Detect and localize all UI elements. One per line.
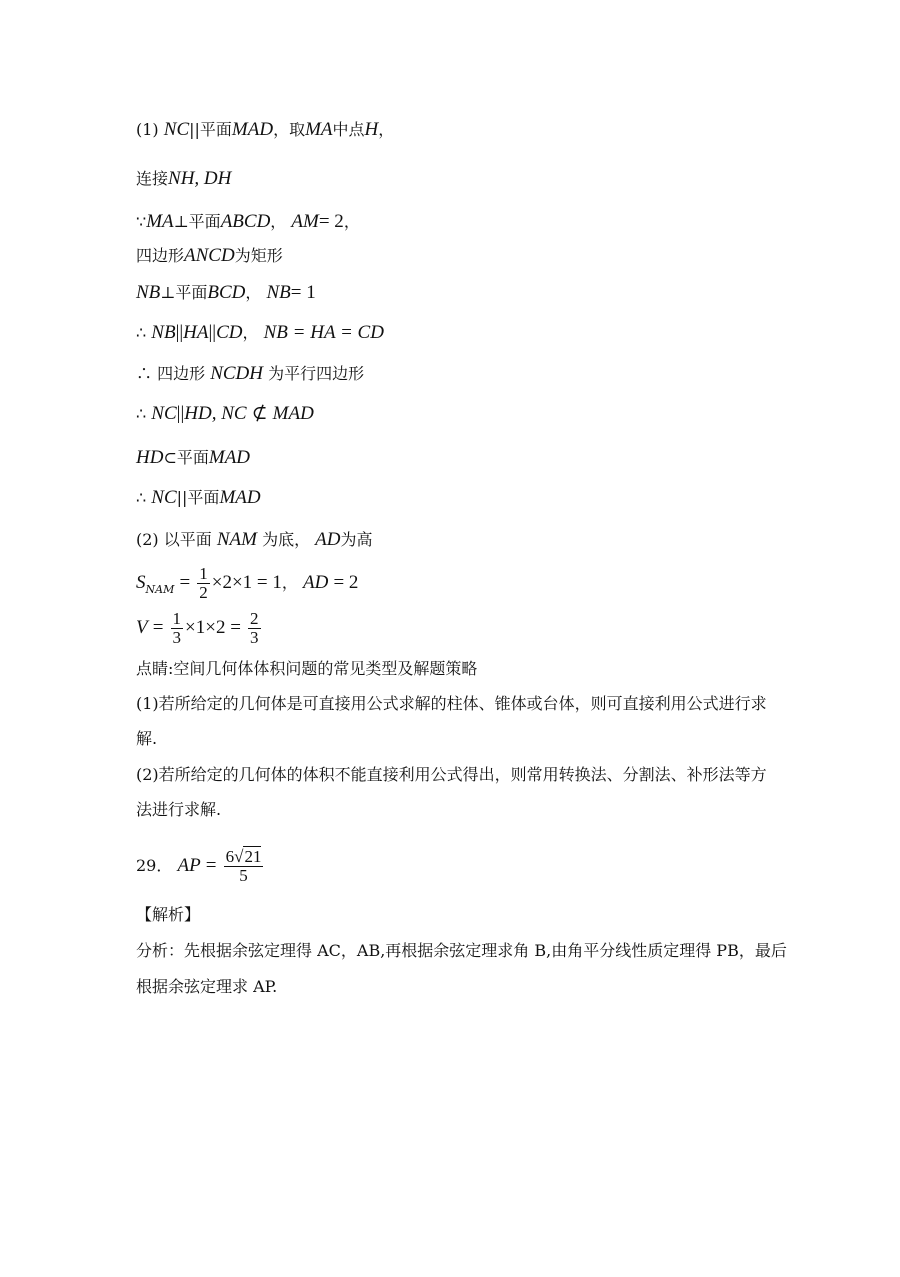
math-term: NCDH bbox=[210, 363, 263, 384]
area-formula bbox=[136, 565, 358, 602]
perp-line-nb bbox=[136, 281, 316, 305]
text-fragment: ， bbox=[281, 573, 298, 592]
math-term: NB bbox=[136, 282, 161, 303]
fraction-denominator: 3 bbox=[250, 628, 259, 647]
math-term: MAD bbox=[272, 403, 314, 424]
math-symbol: = bbox=[205, 855, 217, 876]
coefficient: 6 bbox=[225, 847, 235, 866]
fraction-numerator: 2 bbox=[250, 609, 259, 628]
math-symbol: = bbox=[179, 572, 191, 593]
part2-header bbox=[136, 528, 373, 552]
nc-hd-line bbox=[136, 402, 314, 426]
math-term: HD bbox=[136, 447, 164, 468]
math-term: MAD bbox=[231, 119, 274, 140]
math-term: AD bbox=[303, 572, 329, 593]
tip-title: 点睛:空间几何体体积问题的常见类型及解题策略 bbox=[136, 659, 478, 678]
text-fragment: ||平面 bbox=[189, 120, 232, 139]
text-fragment: ， bbox=[343, 212, 360, 231]
math-term: S bbox=[136, 572, 146, 593]
analysis-line-1: 分析：先根据余弦定理得 AC，AB,再根据余弦定理求角 B,由角平分线性质定理得 PB，最后 bbox=[136, 941, 787, 960]
math-term: NAM bbox=[216, 529, 257, 550]
text-fragment: 连接 bbox=[136, 169, 169, 188]
tip-1-line-2: 解. bbox=[136, 729, 158, 748]
math-term: CD bbox=[216, 322, 243, 343]
question-29-answer bbox=[136, 848, 265, 885]
text-fragment: ∴ 四边形 bbox=[136, 364, 206, 383]
math-term: AP bbox=[177, 855, 201, 876]
text-fragment: ， bbox=[242, 323, 259, 342]
math-term: BCD bbox=[207, 282, 246, 303]
parallel-line bbox=[136, 321, 384, 345]
math-term: HA bbox=[183, 322, 209, 343]
math-term: NB bbox=[151, 322, 176, 343]
math-symbol: || bbox=[175, 322, 184, 343]
fraction-denominator: 2 bbox=[199, 583, 208, 602]
math-term: V bbox=[136, 617, 148, 638]
text-fragment: 为高 bbox=[340, 530, 373, 549]
math-term: MA bbox=[305, 119, 333, 140]
fraction-denominator: 5 bbox=[239, 866, 248, 885]
text-fragment: ， bbox=[245, 283, 262, 302]
question-number: 29． bbox=[136, 856, 173, 875]
text-fragment: ∴ bbox=[136, 323, 147, 342]
math-symbol: || bbox=[208, 322, 217, 343]
math-term: ABCD bbox=[220, 211, 271, 232]
text-fragment: ⊥平面 bbox=[173, 212, 221, 231]
conclusion-line bbox=[136, 486, 261, 510]
text-fragment: 为矩形 bbox=[234, 246, 283, 265]
math-term: MAD bbox=[208, 447, 251, 468]
text-fragment: ，取 bbox=[273, 120, 306, 139]
math-term: NC bbox=[151, 403, 177, 424]
math-term: MA bbox=[146, 211, 174, 232]
math-term: NH, DH bbox=[168, 168, 232, 189]
text-fragment: ， bbox=[378, 120, 395, 139]
math-value: ×1×2 = bbox=[185, 617, 241, 638]
fraction-numerator: 6√21 bbox=[225, 847, 262, 866]
fraction-numerator: 1 bbox=[199, 564, 208, 583]
math-term: NB = HA = CD bbox=[263, 322, 384, 343]
parallelogram-line bbox=[136, 362, 364, 386]
fraction-two-thirds bbox=[248, 610, 261, 647]
volume-formula bbox=[136, 610, 263, 647]
text-fragment: 中点 bbox=[332, 120, 365, 139]
math-term: NB bbox=[266, 282, 291, 303]
math-term: AM bbox=[291, 211, 319, 232]
math-term: NC bbox=[163, 119, 190, 140]
math-value: = 1 bbox=[290, 282, 316, 303]
math-value: = 2 bbox=[333, 572, 359, 593]
math-term: NC bbox=[151, 487, 177, 508]
math-term: H bbox=[364, 119, 379, 140]
hd-subset-line bbox=[136, 446, 250, 470]
math-subscript: NAM bbox=[145, 583, 175, 596]
rectangle-line bbox=[136, 244, 283, 268]
fraction-one-half bbox=[197, 565, 210, 602]
text-fragment: ， bbox=[270, 212, 287, 231]
math-value: = 2 bbox=[318, 211, 344, 232]
text-fragment: 四边形 bbox=[136, 246, 185, 265]
text-fragment: ∴ bbox=[136, 404, 147, 423]
analysis-heading: 【解析】 bbox=[136, 905, 201, 924]
math-value: ×2×1 = 1 bbox=[211, 572, 282, 593]
text-fragment: 为平行四边形 bbox=[268, 364, 365, 383]
fraction-one-third bbox=[171, 610, 184, 647]
text-fragment: ||平面 bbox=[176, 488, 220, 507]
text-fragment: ⊥平面 bbox=[160, 283, 208, 302]
math-symbol: = bbox=[152, 617, 164, 638]
part-label: (1) bbox=[136, 120, 159, 139]
text-fragment: ⊂平面 bbox=[163, 448, 209, 467]
text-fragment: 为底， bbox=[262, 530, 311, 549]
text-fragment: ∵ bbox=[136, 212, 147, 231]
part1-header bbox=[136, 118, 394, 142]
math-term: MAD bbox=[219, 487, 261, 508]
text-fragment: (2) 以平面 bbox=[136, 530, 212, 549]
tip-2-line-2: 法进行求解. bbox=[136, 800, 222, 819]
fraction-answer bbox=[224, 848, 264, 885]
perp-line-ma bbox=[136, 210, 360, 234]
tip-1-line-1: (1)若所给定的几何体是可直接用公式求解的柱体、锥体或台体，则可直接利用公式进行求 bbox=[136, 694, 767, 713]
tip-2-line-1: (2)若所给定的几何体的体积不能直接利用公式得出，则常用转换法、分割法、补形法等方 bbox=[136, 765, 767, 784]
fraction-numerator: 1 bbox=[172, 609, 182, 628]
radicand: 21 bbox=[244, 847, 262, 866]
math-term: ANCD bbox=[184, 245, 235, 266]
math-term: AD bbox=[315, 529, 341, 550]
text-fragment: ∴ bbox=[136, 488, 147, 507]
math-symbol: ⊄ bbox=[251, 403, 268, 424]
fraction-denominator: 3 bbox=[172, 628, 182, 647]
math-term: HD, NC bbox=[184, 403, 247, 424]
math-symbol: || bbox=[176, 403, 185, 424]
connect-line bbox=[136, 167, 231, 191]
analysis-line-2: 根据余弦定理求 AP. bbox=[136, 977, 278, 996]
